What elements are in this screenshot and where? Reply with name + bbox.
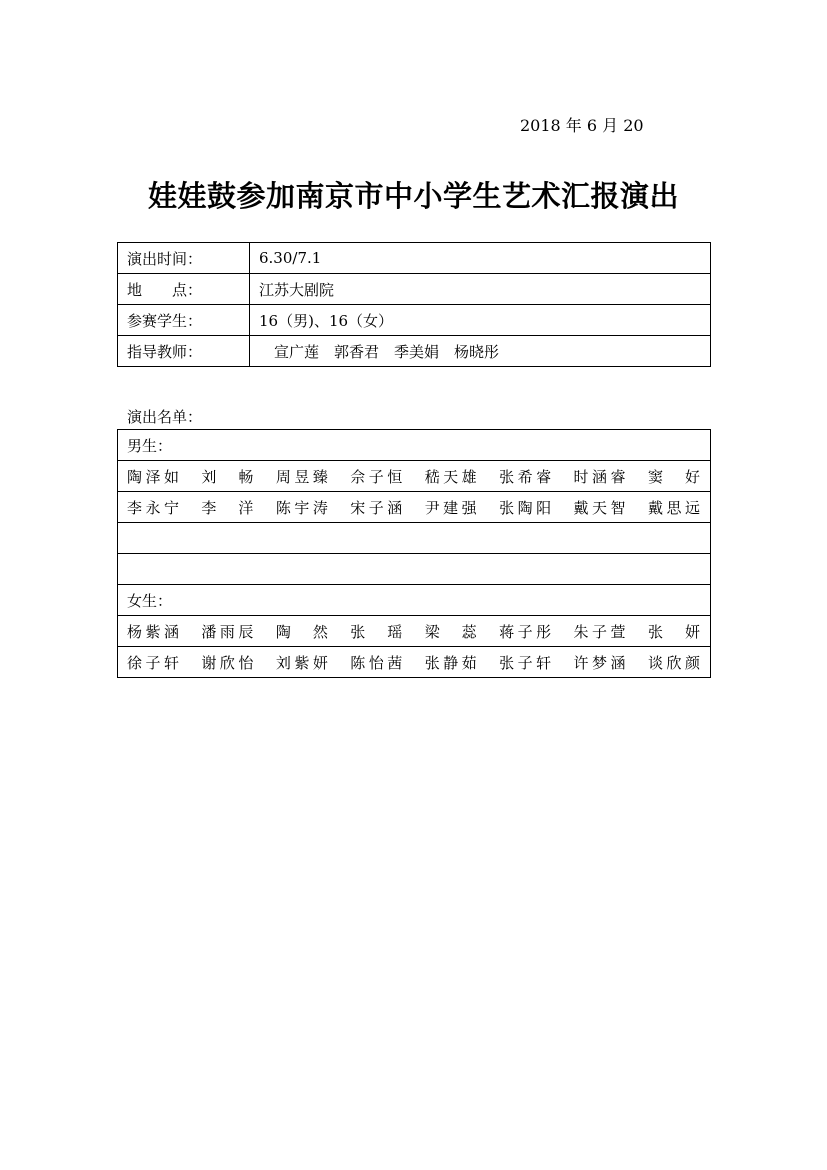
time-value: 6.30/7.1 [250, 243, 711, 274]
boys-row-1 [118, 461, 711, 492]
performer-name: 潘雨辰 [201, 622, 254, 641]
time-label: 演出时间： [118, 243, 250, 274]
info-row-students [118, 305, 711, 336]
name-list [127, 621, 710, 642]
performer-name: 尹建强 [424, 498, 477, 517]
performer-name: 谢欣怡 [201, 653, 254, 672]
performer-name: 刘紫妍 [275, 653, 328, 672]
performer-name: 时涵睿 [573, 467, 626, 486]
name-list [127, 652, 710, 673]
performer-name: 李洋 [201, 498, 254, 517]
info-row-teachers [118, 336, 711, 367]
info-row-time [118, 243, 711, 274]
performer-name: 张子轩 [499, 653, 552, 672]
girls-row-2 [118, 647, 711, 678]
teachers-value: 宣广莲 郭香君 季美娟 杨晓彤 [250, 336, 711, 367]
place-label: 地 点： [118, 274, 250, 305]
performer-name: 戴思远 [647, 498, 700, 517]
performer-name: 陶泽如 [127, 467, 179, 486]
place-value: 江苏大剧院 [250, 274, 711, 305]
performer-name: 佘子恒 [350, 467, 403, 486]
performer-name: 陶然 [275, 622, 328, 641]
performer-name: 周昱臻 [275, 467, 328, 486]
document-title: 娃娃鼓参加南京市中小学生艺术汇报演出 [147, 179, 679, 213]
performer-name: 戴天智 [573, 498, 626, 517]
students-label: 参赛学生： [118, 305, 250, 336]
boys-header-row [118, 430, 711, 461]
performer-name: 谈欣颜 [647, 653, 700, 672]
girls-label: 女生： [118, 585, 711, 616]
performer-name: 许梦涵 [573, 653, 626, 672]
event-info-table [117, 242, 711, 367]
boys-row-2 [118, 492, 711, 523]
performer-name: 陈怡茜 [350, 653, 403, 672]
info-row-place [118, 274, 711, 305]
performer-name: 张妍 [647, 622, 700, 641]
performer-name: 窦好 [647, 467, 700, 486]
performer-name: 徐子轩 [127, 653, 179, 672]
performer-name: 张静茹 [424, 653, 477, 672]
performer-name: 张陶阳 [499, 498, 552, 517]
performer-name: 宋子涵 [350, 498, 403, 517]
performer-name: 蒋子彤 [499, 622, 552, 641]
name-list [127, 466, 710, 487]
girls-header-row [118, 585, 711, 616]
performer-name: 杨紫涵 [127, 622, 179, 641]
document-date: 2018 年 6 月 20 [520, 116, 644, 135]
name-list [127, 497, 710, 518]
performer-name: 嵇天雄 [424, 467, 477, 486]
teachers-label: 指导教师： [118, 336, 250, 367]
roster-section-label: 演出名单： [127, 408, 203, 426]
performer-roster-table [117, 429, 711, 678]
girls-row-1 [118, 616, 711, 647]
students-value: 16（男)、16（女） [250, 305, 711, 336]
performer-name: 张希睿 [499, 467, 552, 486]
performer-name: 李永宁 [127, 498, 179, 517]
performer-name: 梁蕊 [424, 622, 477, 641]
boys-label: 男生： [118, 430, 711, 461]
performer-name: 刘畅 [201, 467, 254, 486]
performer-name: 陈宇涛 [275, 498, 328, 517]
performer-name: 朱子萱 [573, 622, 626, 641]
empty-row [118, 523, 711, 554]
empty-row [118, 554, 711, 585]
performer-name: 张瑶 [350, 622, 403, 641]
